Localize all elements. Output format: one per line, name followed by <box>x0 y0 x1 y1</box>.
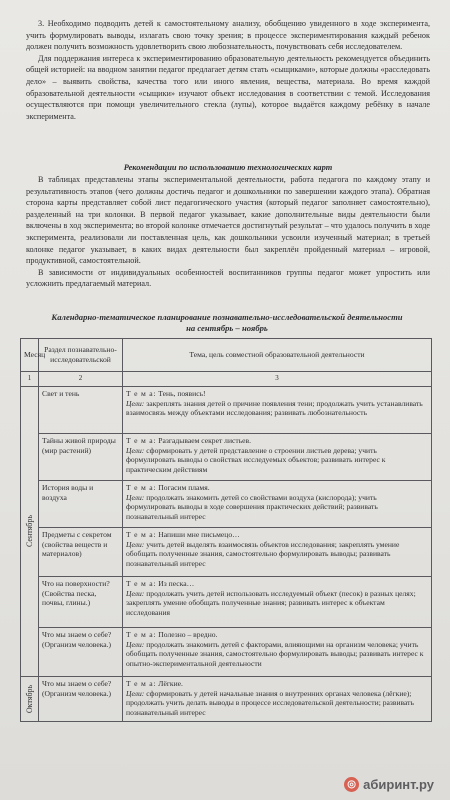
section-cell: Что мы знаем о себе? (Организм человека.) <box>39 627 123 676</box>
theme-title: Погасим пламя. <box>158 482 210 492</box>
goals-label: Цели: <box>126 539 145 549</box>
month-label: Октябрь <box>24 684 34 713</box>
section-cell: Что мы знаем о себе? (Организм человека.) <box>39 676 123 721</box>
theme-cell <box>123 576 432 627</box>
table-row <box>21 386 432 433</box>
theme-cell <box>123 433 432 480</box>
labyrinth-logo-icon: ◎ <box>344 777 359 792</box>
theme-cell <box>123 627 432 676</box>
theme-title: Напиши мне письмецо… <box>158 529 240 539</box>
column-number: 3 <box>123 372 432 387</box>
table-row <box>21 480 432 527</box>
column-number: 1 <box>21 372 39 387</box>
goals-text: сформировать у детей представление о строении листьев дерева; учить формулировать выводы о свойствах исследуемых объектов; развивать интерес к практическим действиям <box>126 445 386 475</box>
goals-label: Цели: <box>126 398 145 408</box>
table-row <box>21 527 432 576</box>
table-row <box>21 676 432 721</box>
paragraph: В таблицах представлены этапы экспериментальной деятельности, работа педагога по каждому этапу и результативность этапов (чего должны достичь педагог и дошкольники по завершении каждого этапа). Обратная сторона карты представляет собой лист педагогического участия (который педагог заполняет самостоятельно), разделенный на три колонки. В первой педагог указывает, какие дополнительные виды деятельности были включены в ход эксперимента; во второй колонке отмечается достигнутый результат – что удалось получить в ходе эксперимента, реализовали ли поставленная цель, как дошкольники усвоили изученный материал; в третьей колонке педагог указывает, в каких видах деятельности был закреплён пройденный материал – игровой, продуктивной, самостоятельной. <box>26 175 430 266</box>
month-cell <box>21 386 39 676</box>
table-row <box>21 576 432 627</box>
goals-label: Цели: <box>126 588 145 598</box>
theme-title: Тень, появись! <box>158 388 206 398</box>
theme-title: Из песка… <box>158 578 195 588</box>
intro-text <box>26 18 430 122</box>
table-title: Календарно-тематическое планирование познавательно-исследовательской деятельности <box>51 312 403 322</box>
table-row <box>21 627 432 676</box>
theme-label: Т е м а: <box>126 482 157 492</box>
theme-label: Т е м а: <box>126 529 157 539</box>
paragraph: Для поддержания интереса к экспериментированию образовательную деятельность рекомендуется объединить общей историей: на вводном занятии педагог предлагает детям стать «сыщиками», которые должны «расследовать дело» – выявить свойства, качества того или иного явления, вещества, материала. Во время каждой образовательной деятельности «сыщики» изучают объект исследования в соответствии с темой. Исследования осуществляются при помощи увеличительного стекла (лупы), которое выдаётся каждому ребёнку в начале эксперимента. <box>26 53 430 121</box>
goals-text: продолжать учить детей использовать исследуемый объект (песок) в разных целях; закреплять умение обобщать полученные знания; развивать интерес к объектам исследования <box>126 588 416 618</box>
theme-cell <box>123 676 432 721</box>
header-section: Раздел познавательно-исследовательской <box>39 339 123 372</box>
paragraph: 3. Необходимо подводить детей к самостоятельному анализу, обобщению увиденного в ходе эксперимента, учить формулировать выводы, излагать свою точку зрения; в процессе экспериментирования каждый ребенок должен получить возможность удовлетворить свою любознательность, почувствовать себя исследователем. <box>26 19 430 52</box>
theme-label: Т е м а: <box>126 678 157 688</box>
table-row <box>21 433 432 480</box>
goals-label: Цели: <box>126 688 145 698</box>
theme-cell <box>123 527 432 576</box>
watermark-text: абиринт.ру <box>363 777 434 792</box>
goals-text: сформировать у детей начальные знания о внутренних органах человека (лёгкие); продолжать учить делать выводы в процессе исследовательской деятельности; развивать познавательный интерес <box>126 688 414 718</box>
header-theme: Тема, цель совместной образовательной деятельности <box>123 339 432 372</box>
watermark <box>344 777 434 792</box>
theme-title: Разгадываем секрет листьев. <box>158 435 252 445</box>
theme-label: Т е м а: <box>126 388 157 398</box>
goals-label: Цели: <box>126 492 145 502</box>
theme-title: Полезно – вредно. <box>158 629 218 639</box>
theme-cell <box>123 480 432 527</box>
theme-label: Т е м а: <box>126 629 157 639</box>
goals-text: закреплять знания детей о причине появления тени; продолжать учить устанавливать взаимосвязь между объектами исследования; развивать любознательность <box>126 398 423 418</box>
section-cell: Свет и тень <box>39 386 123 433</box>
goals-label: Цели: <box>126 445 145 455</box>
column-number-row <box>21 372 432 387</box>
theme-label: Т е м а: <box>126 435 157 445</box>
section-cell: История воды и воздуха <box>39 480 123 527</box>
theme-title: Лёгкие. <box>158 678 183 688</box>
month-cell <box>21 676 39 721</box>
recommendations-heading: Рекомендации по использованию технологических карт <box>123 163 333 172</box>
planning-table <box>20 338 432 722</box>
section-cell: Что на поверхности? (Свойства песка, почвы, глины.) <box>39 576 123 627</box>
theme-label: Т е м а: <box>126 578 157 588</box>
paragraph: В зависимости от индивидуальных особенностей воспитанников группы педагог может упростить или усложнить предлагаемый материал. <box>26 267 430 289</box>
goals-text: продолжать знакомить детей со свойствами воздуха (кислорода); учить формулировать выводы в ходе совершения практических действий; развивать познавательный интерес <box>126 492 378 522</box>
theme-cell <box>123 386 432 433</box>
table-subtitle: на сентябрь – ноябрь <box>186 323 268 333</box>
goals-text: продолжать знакомить детей с факторами, влияющими на организм человека; учить обобщать полученные знания, самостоятельно формулировать выводы; развивать интерес к опытно-экспериментальной деятельности <box>126 639 424 669</box>
month-label: Сентябрь <box>24 515 34 548</box>
recommendations-text <box>26 174 430 290</box>
column-number: 2 <box>39 372 123 387</box>
section-cell: Предметы с секретом (свойства веществ и материалов) <box>39 527 123 576</box>
goals-text: учить детей выделять взаимосвязь объектов исследования; закреплять умение обобщать полученные знания, самостоятельно формулировать выводы; развивать познавательный интерес <box>126 539 400 569</box>
table-header-row <box>21 339 432 372</box>
goals-label: Цели: <box>126 639 145 649</box>
header-month: Месяц <box>21 339 39 372</box>
section-cell: Тайны живой природы (мир растений) <box>39 433 123 480</box>
